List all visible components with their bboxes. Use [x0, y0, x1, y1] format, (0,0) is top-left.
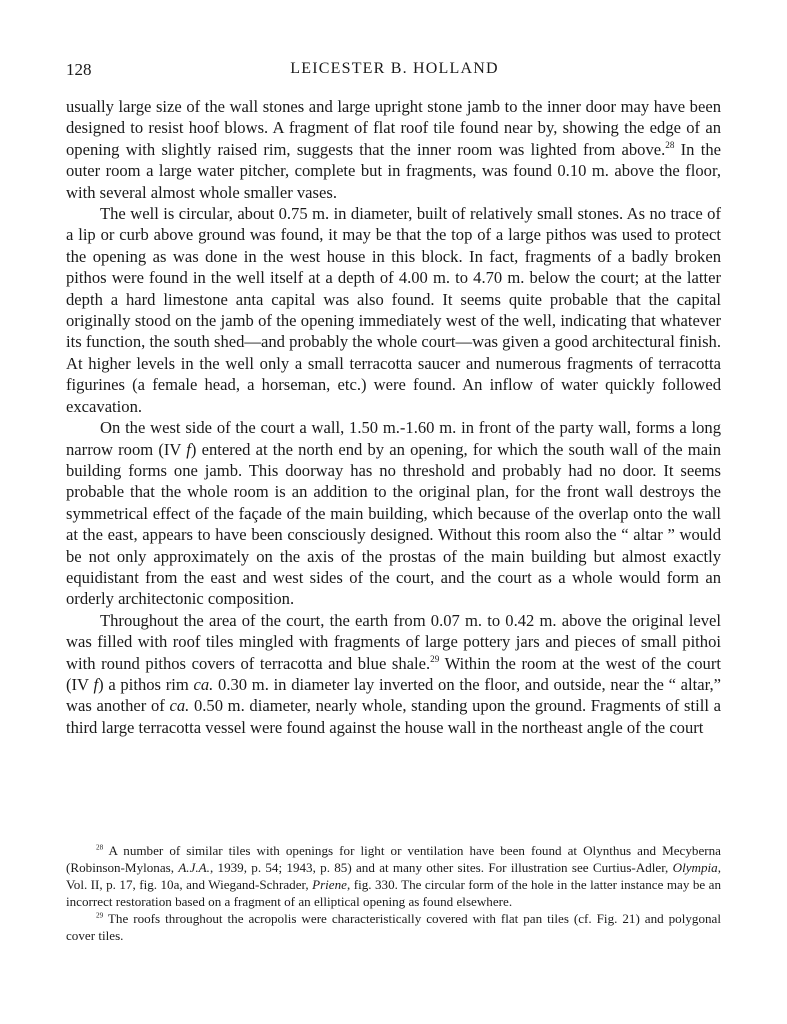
footnote-ref-28: 28 [665, 139, 675, 150]
paragraph-3: On the west side of the court a wall, 1.50 m.-1.60 m. in front of the party wall, forms a long narrow room (IV f) entered at the north end by an opening, for which the south wall of the main building forms one jamb. This doorway has no threshold and probably had no door. It seems probable that the whole room is an addition to the original plan, for the front wall destroys the symmetrical effect of the façade of the main building, which because of the overlap onto the wall at the east, appears to have been consciously designed. Without this room also the “ altar ” would be not only approximately on the axis of the prostas of the main building but almost exactly equidistant from the east and west sides of the court, and the court as a whole would form an orderly architectonic composition. [66, 418, 721, 609]
paragraph-4: Throughout the area of the court, the earth from 0.07 m. to 0.42 m. above the original level was filled with roof tiles mingled with fragments of large pottery jars and pieces of small pithoi with round pithos covers of terracotta and blue shale.$^{29}$ Within the room at the west of the court (IV f) a pithos rim ca. 0.30 m. in diameter lay inverted on the floor, and outside, near the “ altar,” was another of ca. 0.50 m. diameter, nearly whole, standing upon the ground. Fragments of still a third large terracotta vessel were found against the house wall in the northeast angle of the court [66, 610, 722, 737]
paragraph-2: The well is circular, about 0.75 m. in diameter, built of relatively small stones. As no trace of a lip or curb above ground was found, it may be that the top of a large pithos was used to protect the opening as was done in the west house in this block. In fact, fragments of a badly broken pithos were found in the well itself at a depth of 4.00 m. to 4.70 m. below the court; at the latter depth a hard limestone anta capital was also found. It seems quite probable that the capital originally stood on the jamb of the opening immediately west of the well, indicating that whatever its function, the south shed—and probably the whole court—was given a good architectural finish. At higher levels in the well only a small terracotta saucer and numerous fragments of terracotta figurines (a female head, a horseman, etc.) were found. An inflow of water quickly followed excavation. [66, 204, 721, 416]
page-number: 128 [66, 60, 92, 79]
running-head [66, 60, 723, 86]
body-text [66, 96, 721, 738]
footnote-ref-29: 29 [430, 653, 440, 664]
footnote-29: $^{29}$ The roofs throughout the acropolis were characteristically covered with flat pan tiles (cf. Fig. 21) and polygonal cover tiles. [66, 911, 721, 944]
footnote-28: $^{28}$ A number of similar tiles with openings for light or ventilation have been found at Olynthus and Mecyberna (Robinson-Mylonas, A.J.A., 1939, p. 54; 1943, p. 85) and at many other sites. For illustration see Curtius-Adler, Olympia, Vol. II, p. 17, fig. 10a, and Wiegand-Schrader, Priene, fig. 330. The circular form of the hole in the latter instance may be an incorrect restoration based on a fragment of an elliptical opening as found elsewhere. [66, 843, 722, 910]
running-title: LEICESTER B. HOLLAND [290, 60, 499, 77]
paragraph-1: usually large size of the wall stones and large upright stone jamb to the inner door may have been designed to resist hoof blows. A fragment of flat roof tile found near by, showing the edge of an opening with slightly raised rim, suggests that the inner room was lighted from above.$^{28}$ In the outer room a large water pitcher, complete but in fragments, was found 0.10 m. above the floor, with several almost whole smaller vases. [66, 97, 721, 202]
footnotes [66, 842, 721, 945]
